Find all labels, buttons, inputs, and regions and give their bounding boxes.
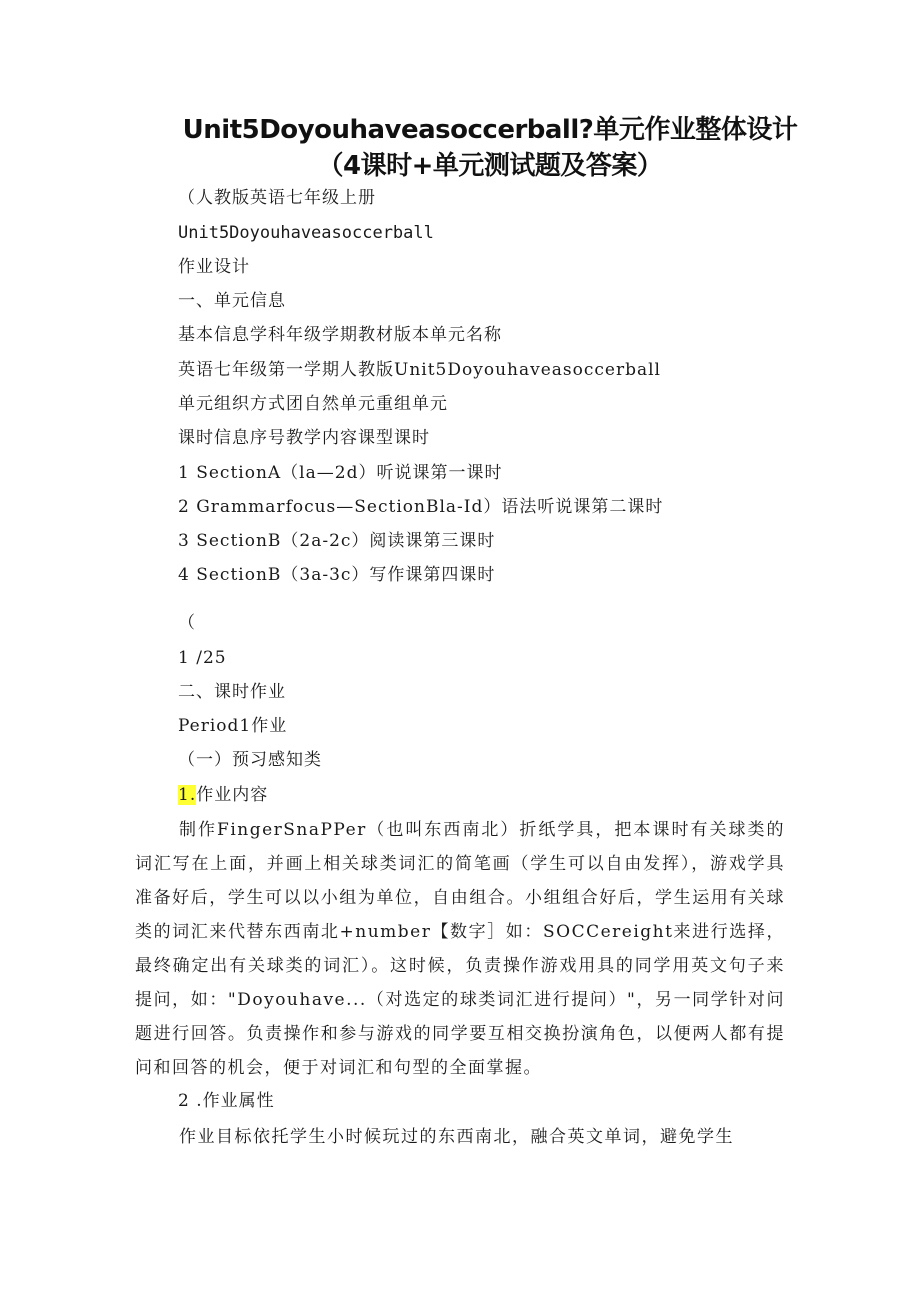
info-header-row: 基本信息学科年级学期教材版本单元名称 bbox=[178, 325, 502, 345]
page-number: 1 /25 bbox=[178, 648, 227, 668]
lesson-row-1: 1 SectionA（la—2d）听说课第一课时 bbox=[178, 463, 503, 483]
highlighted-number: 1. bbox=[178, 785, 197, 805]
section-unit-info-heading: 一、单元信息 bbox=[178, 291, 286, 311]
lesson-info-header-row: 课时信息序号教学内容课型课时 bbox=[178, 428, 430, 448]
unit-name-line: Unit5Doyouhaveasoccerball bbox=[178, 223, 434, 243]
textbook-line: （人教版英语七年级上册 bbox=[178, 188, 376, 208]
homework-attribute-heading: 2 .作业属性 bbox=[178, 1091, 275, 1111]
preview-category-heading: （一）预习感知类 bbox=[178, 750, 322, 770]
unit-organization-row: 单元组织方式团自然单元重组单元 bbox=[178, 394, 448, 414]
homework-content-label: 作业内容 bbox=[196, 785, 269, 805]
period1-heading: Period1作业 bbox=[178, 716, 288, 736]
homework-content-paragraph: 制作FingerSnaPPer（也叫东西南北）折纸学具，把本课时有关球类的词汇写在上面，并画上相关球类词汇的简笔画（学生可以自由发挥），游戏学具准备好后，学生可以以小组为单位，自由组合。小组组合好后，学生运用有关球类的词汇来代替东西南北+number【数字］如：SOCCereight来进行选择，最终确定出有关球类的词汇）。这时候，负责操作游戏用具的同学用英文句子来提问，如："Doyouhave...（对选定的球类词汇进行提问）"，另一同学针对问题进行回答。负责操作和参与游戏的同学要互相交换扮演角色，以便两人都有提问和回答的机会，便于对词汇和句型的全面掌握。 bbox=[135, 820, 785, 1078]
lesson-row-4: 4 SectionB（3a-3c）写作课第四课时 bbox=[178, 565, 496, 585]
homework-design-heading: 作业设计 bbox=[178, 257, 250, 277]
stray-parenthesis: （ bbox=[178, 613, 196, 633]
section-lesson-homework-heading: 二、课时作业 bbox=[178, 682, 286, 702]
info-value-row: 英语七年级第一学期人教版Unit5Doyouhaveasoccerball bbox=[178, 360, 661, 380]
lesson-row-3: 3 SectionB（2a-2c）阅读课第三课时 bbox=[178, 531, 496, 551]
lesson-row-2: 2 Grammarfocus—SectionBla-Id）语法听说课第二课时 bbox=[178, 497, 664, 517]
homework-content-heading bbox=[178, 783, 268, 807]
homework-goal-paragraph: 作业目标依托学生小时候玩过的东西南北，融合英文单词，避免学生 bbox=[179, 1127, 734, 1147]
document-title: Unit5Doyouhaveasoccerball?单元作业整体设计（4课时+单元测试题及答案） bbox=[182, 115, 798, 181]
